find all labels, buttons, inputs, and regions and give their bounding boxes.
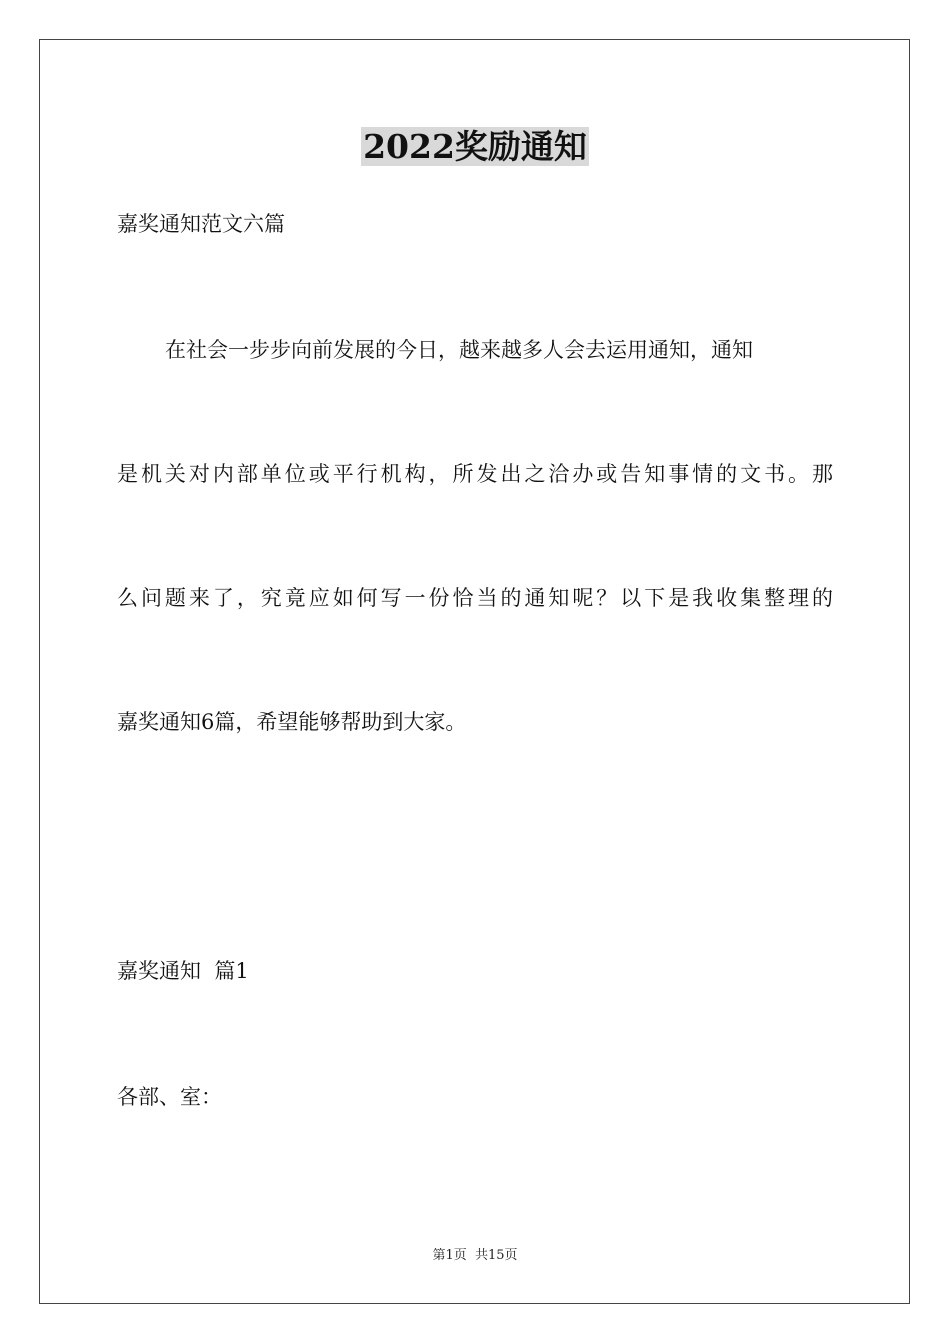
intro-paragraph-line-2: 是机关对内部单位或平行机构，所发出之洽办或告知事情的文书。那 [117, 462, 833, 486]
salutation: 各部、室： [117, 1085, 222, 1109]
document-title [0, 125, 950, 169]
document-title-text: 2022奖励通知 [363, 127, 587, 166]
intro-paragraph-line-4: 嘉奖通知6篇，希望能够帮助到大家。 [117, 710, 467, 734]
intro-paragraph-line-1: 在社会一步步向前发展的今日，越来越多人会去运用通知，通知 [165, 338, 753, 362]
document-subtitle: 嘉奖通知范文六篇 [117, 212, 285, 236]
intro-paragraph-line-3: 么问题来了，究竟应如何写一份恰当的通知呢？以下是我收集整理的 [117, 586, 833, 610]
page-footer: 第1页 共15页 [432, 1248, 518, 1263]
section-heading: 嘉奖通知 篇1 [117, 959, 249, 983]
